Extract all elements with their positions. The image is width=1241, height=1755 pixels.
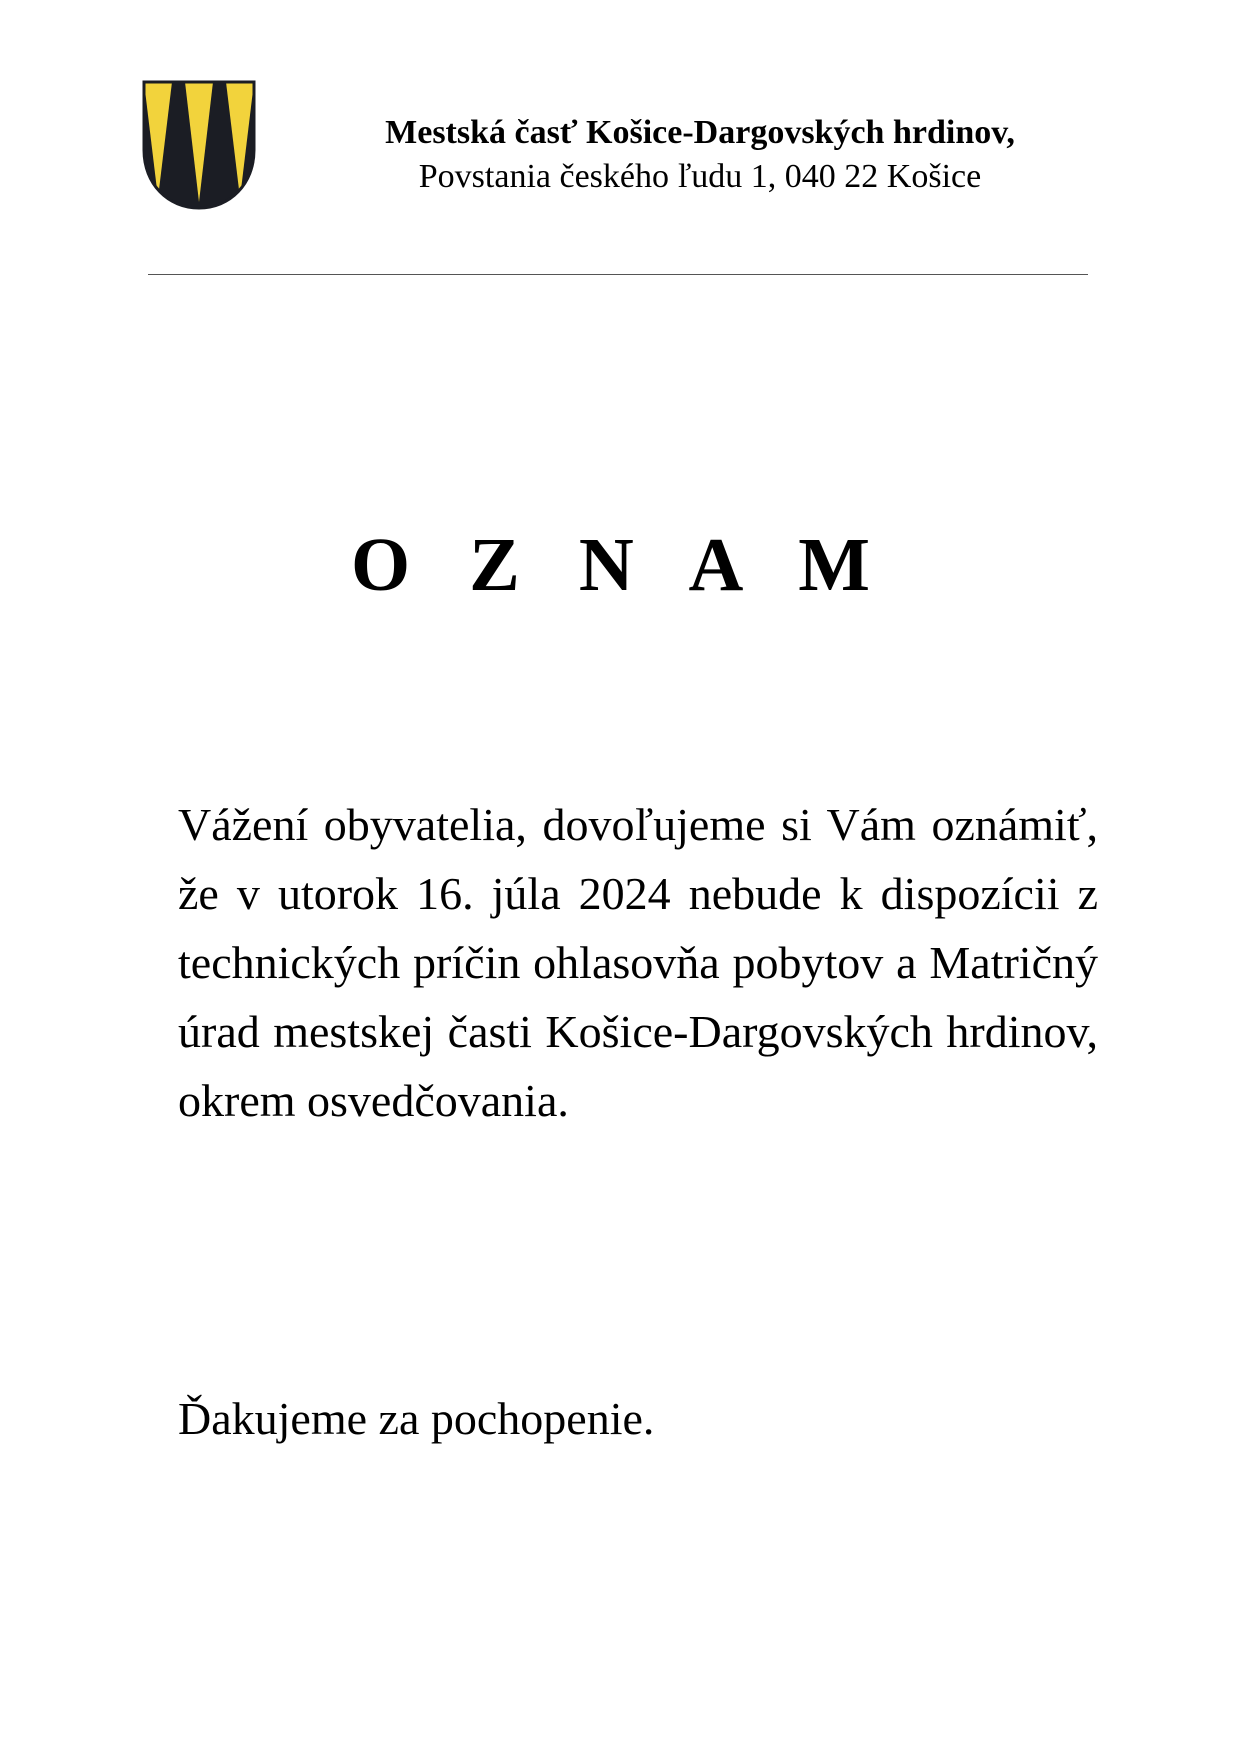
header-divider (148, 274, 1088, 275)
coat-of-arms-crest-icon (142, 80, 256, 210)
organization-name: Mestská časť Košice-Dargovských hrdinov, (385, 114, 1015, 151)
notice-closing: Ďakujeme za pochopenie. (178, 1393, 655, 1444)
notice-body: Vážení obyvatelia, dovoľujeme si Vám oznámiť, že v utorok 16. júla 2024 nebude k dispozícii z technických príčin ohlasovňa pobytov a Matričný úrad mestskej časti Košice-Dargovských hrdinov, okrem osvedčovania. (178, 799, 1098, 1126)
notice-title: O Z N A M (351, 523, 890, 607)
organization-address: Povstania českého ľudu 1, 040 22 Košice (418, 158, 982, 195)
